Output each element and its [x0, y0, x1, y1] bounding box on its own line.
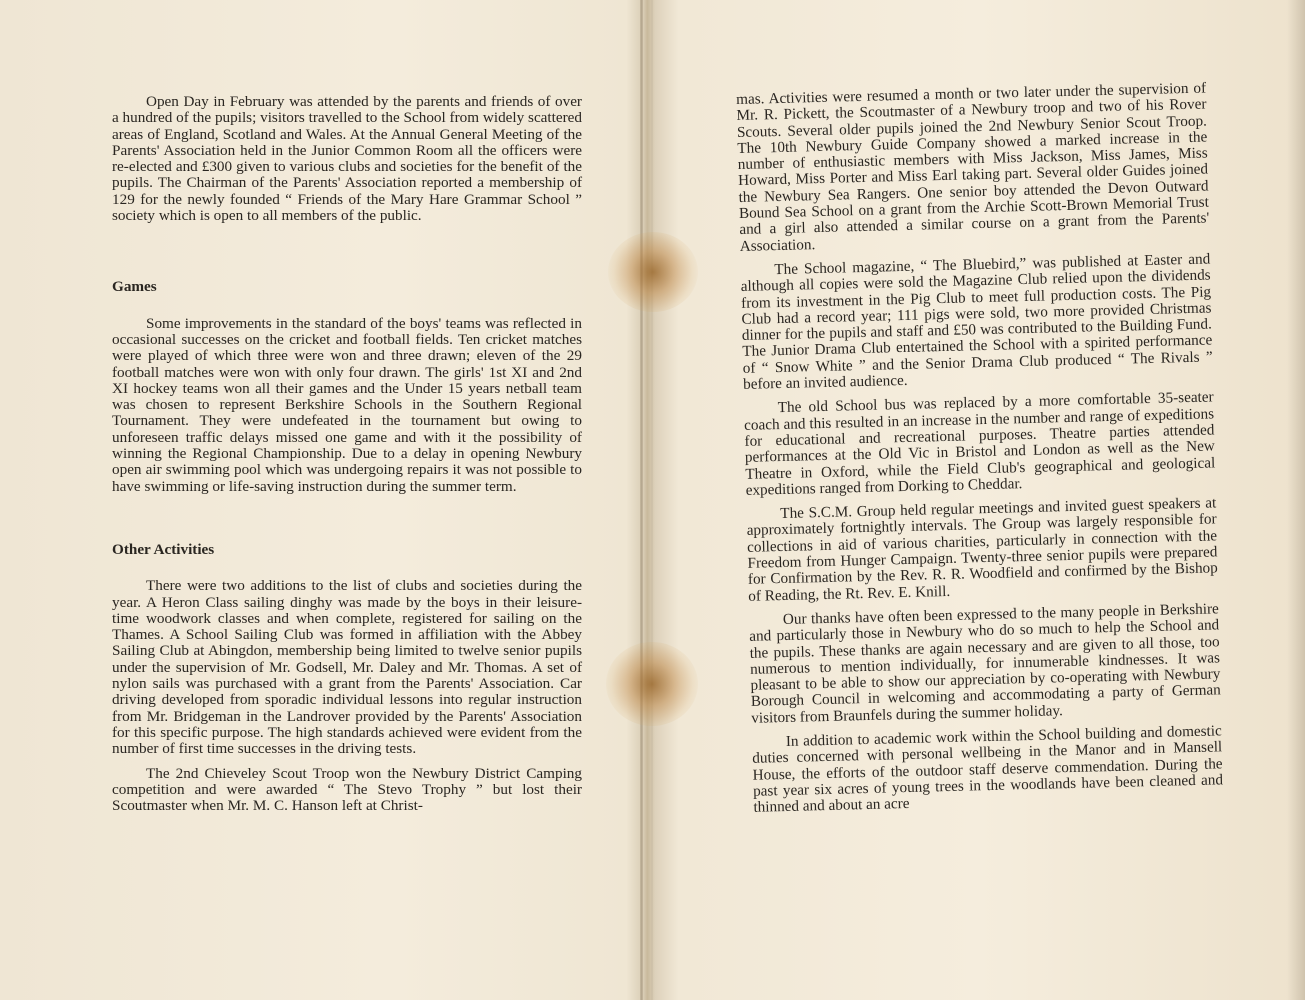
right-column — [736, 81, 1224, 817]
thanks-paragraph: Our thanks have often been expressed to the many people in Berkshire and particularly those in Newbury who do so much to help the School and the pupils. These thanks are again necessary and are given to all those, too numerous to mention individually, for innumerable kindnesses. It was pleasant to be able to show our appreciation by co-operating with Newbury Borough Council in welcoming and accommodating a party of German visitors from Braunfels during the summer holiday. — [749, 600, 1221, 727]
clubs-paragraph: There were two additions to the list of clubs and societies during the year. A Heron Class sailing dinghy was made by the boys in their leisure-time woodwork classes and when complete, registered for sailing on the Thames. A School Sailing Club was formed in affiliation with the Abbey Sailing Club at Abingdon, membership being limited to twelve senior pupils under the supervision of Mr. Godsell, Mr. Daley and Mr. Thomas. A set of nylon sails was purchased with a grant from the Parents' Association. Car driving developed from sporadic individual lessons into regular instruction from Mr. Bridgeman in the Landrover provided by the Parents' Association for this specific purpose. The high standards achieved were evident from the number of first time successes in the driving tests. — [112, 577, 582, 758]
open-day-paragraph: Open Day in February was attended by the parents and friends of over a hundred of the pupils; visitors travelled to the School from widely scattered areas of England, Scotland and Wales. At the Annual General Meeting of the Parents' Association held in the Junior Common Room all the officers were re-elected and £300 given to various clubs and societies for the benefit of the pupils. The Chairman of the Parents' Association reported a membership of 129 for the newly founded “ Friends of the Mary Hare Grammar School ” society which is open to all members of the public. — [112, 93, 582, 225]
games-paragraph: Some improvements in the standard of the boys' teams was reflected in occasional successes on the cricket and football fields. Ten cricket matches were played of which three were won and three drawn; eleven of the 29 football matches were won with only four drawn. The girls' 1st XI and 2nd XI hockey teams won all their games and the Under 15 years netball team was chosen to represent Berkshire Schools in the Southern Regional Tournament. They were undefeated in the tournament but owing to unforeseen traffic delays missed one game and with it the possibility of winning the Regional Championship. Due to a delay in opening Newbury open air swimming pool which was undergoing repairs it was not possible to have swimming or life-saving instruction during the summer term. — [112, 314, 582, 495]
school-bus-paragraph: The old School bus was replaced by a more comfortable 35-seater coach and this resulted in an increase in the number and range of expeditions for educational and recreational purposes. Theatre parties attended performances at the Old Vic in Bristol and London as well as the New Theatre in Oxford, while the Field Club's geographical and geological expeditions ranged from Dorking to Cheddar. — [743, 388, 1216, 499]
left-page — [0, 0, 640, 1000]
outdoor-staff-paragraph: In addition to academic work within the School building and domestic duties concerned with personal wellbeing in the Manor and in Mansell House, the efforts of the outdoor staff deserve commendation. During the past year six acres of young trees in the woodlands have been cleaned and thinned and about an acre — [752, 722, 1224, 816]
left-column — [112, 94, 582, 814]
spine-fold — [640, 0, 643, 1000]
games-heading: Games — [112, 278, 157, 296]
scout-troop-paragraph: The 2nd Chieveley Scout Troop won the Newbury District Camping competition and were awarded “ The Stevo Trophy ” but lost their Scoutmaster when Mr. M. C. Hanson left at Christ- — [112, 764, 582, 815]
right-page — [652, 0, 1305, 1000]
scm-group-paragraph: The S.C.M. Group held regular meetings and invited guest speakers at approximately fortnightly intervals. The Group was largely responsible for collections in aid of various charities, particularly in connection with the Freedom from Hunger Campaign. Twenty-three senior pupils were prepared for Confirmation by the Rev. R. R. Woodfield and confirmed by the Bishop of Reading, the Rt. Rev. E. Knill. — [746, 494, 1218, 605]
magazine-paragraph: The School magazine, “ The Bluebird,” was published at Easter and although all copies were sold the Magazine Club relied upon the dividends from its investment in the Pig Club to meet full production costs. The Pig Club had a record year; 111 pigs were sold, two more provided Christmas dinner for the pupils and staff and £50 was contributed to the Building Fund. The Junior Drama Club entertained the School with a spirited performance of “ Snow White ” and the Senior Drama Club produced “ The Rivals ” before an invited audience. — [740, 250, 1213, 393]
scouts-guides-paragraph: mas. Activities were resumed a month or two later under the supervision of Mr. R. Pickett, the Scoutmaster of a Newbury troop and two of his Rover Scouts. Several older pupils joined the 2nd Newbury Senior Scout Troop. The 10th Newbury Guide Company showed a marked increase in the number of enthusiastic members with Miss Jackson, Miss James, Miss Howard, Miss Porter and Miss Earl taking part. Several older Guides joined the Newbury Sea Rangers. One senior boy attended the Devon Outward Bound Sea School on a grant from the Archie Scott-Brown Memorial Trust and a girl also attended a similar course on a grant from the Parents' Association. — [735, 79, 1210, 255]
other-activities-heading: Other Activities — [112, 540, 215, 558]
page-edge-shadow — [1287, 0, 1305, 1000]
